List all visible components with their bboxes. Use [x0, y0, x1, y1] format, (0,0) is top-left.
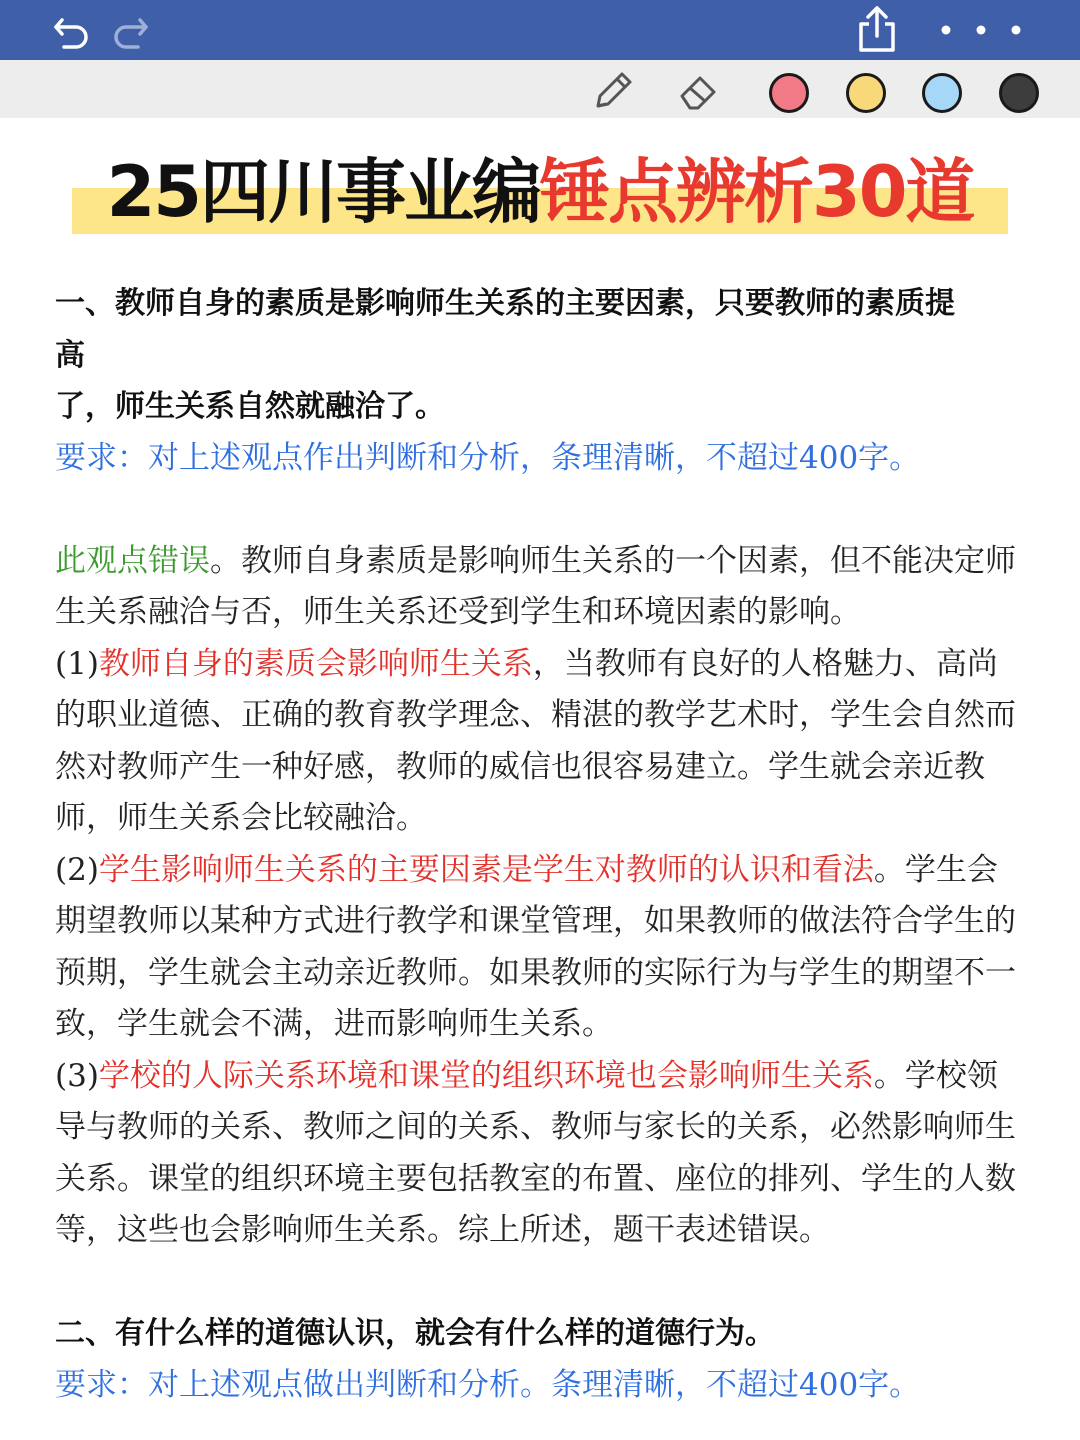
color-swatch-black[interactable]	[999, 73, 1039, 113]
question-2-line-1: 二、有什么样的道德认识，就会有什么样的道德行为。	[55, 1316, 775, 1351]
answer-1-intro-text: 。教师自身素质是影响师生关系的一个因素，但不能决定师生关系融洽与否，师生关系还受到学生和环境因素的影响。	[55, 542, 1016, 630]
point-2-key: 学生影响师生关系的主要因素是学生对教师的认识和看法	[98, 851, 874, 888]
point-1-key: 教师自身的素质会影响师生关系	[98, 645, 533, 682]
answer-1-verdict: 此观点错误	[55, 542, 210, 579]
more-icon[interactable]	[936, 18, 1026, 46]
color-swatch-pink[interactable]	[769, 73, 809, 113]
answer-1-point-3	[55, 1051, 1025, 1257]
title-part2: 锤点辨析30道	[540, 151, 974, 233]
question-1-line-1: 一、教师自身的素质是影响师生关系的主要因素，只要教师的素质提	[55, 286, 955, 321]
point-3-number: (3)	[55, 1057, 99, 1094]
annotation-toolbar	[0, 60, 1080, 118]
point-1-text: ，当教师有良好的人格魅力、高尚的职业道德、正确的教育教学理念、精湛的教学艺术时，学生会自然而然对教师产生一种好感，教师的威信也很容易建立。学生就会亲近教师，师生关系会比较融洽。	[55, 645, 1016, 836]
point-2-number: (2)	[55, 851, 99, 888]
page-title	[72, 146, 1008, 238]
pen-icon[interactable]	[590, 68, 636, 118]
answer-1-point-1	[55, 639, 1025, 845]
color-swatch-yellow[interactable]	[846, 73, 886, 113]
top-app-bar	[0, 0, 1080, 60]
eraser-icon[interactable]	[676, 70, 722, 116]
color-swatch-blue[interactable]	[922, 73, 962, 113]
undo-icon[interactable]	[50, 10, 94, 58]
answer-1-intro	[55, 536, 1025, 639]
question-1-line-2: 高	[55, 337, 85, 373]
point-1-number: (1)	[55, 645, 99, 682]
answer-1-point-2	[55, 845, 1025, 1051]
question-2-requirement: 要求：对上述观点做出判断和分析。条理清晰，不超过400字。	[55, 1366, 921, 1403]
document-body	[55, 278, 1025, 1411]
point-3-key: 学校的人际关系环境和课堂的组织环境也会影响师生关系	[98, 1057, 874, 1094]
redo-icon[interactable]	[108, 10, 152, 58]
title-part1: 25四川事业编	[106, 151, 540, 233]
share-icon[interactable]	[854, 4, 900, 58]
question-1-line-3: 了，师生关系自然就融洽了。	[55, 389, 445, 424]
point-3-text: 。学校领导与教师的关系、教师之间的关系、教师与家长的关系，必然影响师生关系。课堂的组织环境主要包括教室的布置、座位的排列、学生的人数等，这些也会影响师生关系。综上所述，题干表述错误。	[55, 1057, 1016, 1248]
title-text	[72, 146, 1008, 238]
point-2-text: 。学生会期望教师以某种方式进行教学和课堂管理，如果教师的做法符合学生的预期，学生就会主动亲近教师。如果教师的实际行为与学生的期望不一致，学生就会不满，进而影响师生关系。	[55, 851, 1016, 1042]
question-1-requirement: 要求：对上述观点作出判断和分析，条理清晰，不超过400字。	[55, 439, 921, 476]
